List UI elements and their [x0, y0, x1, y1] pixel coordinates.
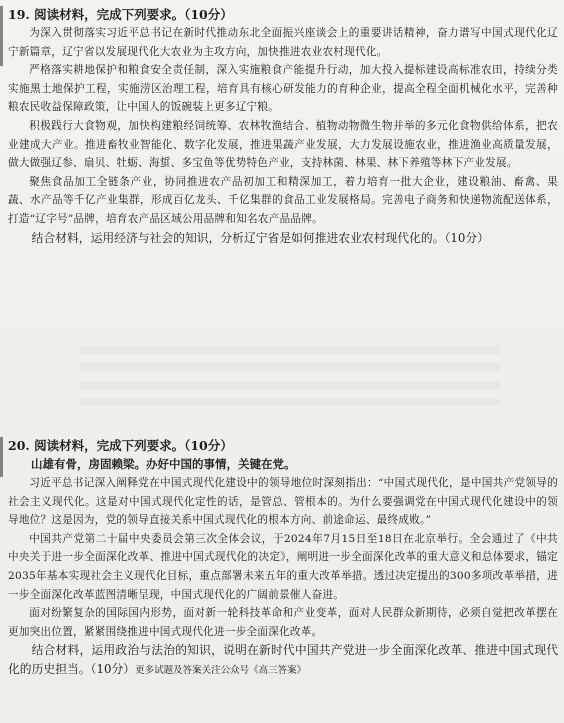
q20-prompt [8, 641, 558, 680]
question-19-heading: 19. 阅读材料，完成下列要求。（10分） [8, 7, 233, 22]
q19-prompt: 结合材料，运用经济与社会的知识，分析辽宁省是如何推进农业农村现代化的。（10分） [31, 230, 489, 245]
q20-paragraph-3: 面对纷繁复杂的国际国内形势，面对新一轮科技革命和产业变革，面对人民群众新期待，必须自觉把改革摆在更加突出位置，紧紧围绕推进中国式现代化进一步全面深化改革。 [8, 607, 558, 638]
question-19 [8, 6, 558, 248]
q19-paragraph-3: 积极践行大食物观，加快构建粮经饲统筹、农林牧渔结合、植物动物微生物并举的多元化食物供给体系，把农业建成大产业。推进畜牧业智能化、数字化发展，推进果蔬产业发展，大力发展设施农业，推进渔业高质量发展，做大做强辽参、扇贝、牡蛎、海蜇、多宝鱼等优势特色产业，支持林菌、林果、林下养殖等林下产业发展。 [8, 119, 558, 170]
binding-mark [0, 6, 3, 66]
q19-paragraph-2: 严格落实耕地保护和粮食安全责任制，深入实施粮食产能提升行动，加大投入提标建设高标准农田，持续分类实施黑土地保护工程，实施涝区治理工程，培育具有核心研发能力的育种企业，提高全程全面机械化水平，完善种粮农民收益保障政策，让中国人的饭碗装上更多辽宁粮。 [8, 64, 558, 114]
q20-paragraph-1: 习近平总书记深入阐释党在中国式现代化建设中的领导地位时深刻指出：“中国式现代化，是中国共产党领导的社会主义现代化。这是对中国式现代化定性的话，是管总、管根本的。为什么要强调党在中国式现代化建设中的领导地位？这是因为，党的领导直接关系中国式现代化的根本方向、前途命运、最终成败。” [8, 477, 558, 527]
q20-prompt-text: 结合材料，运用政治与法治的知识，说明在新时代中国共产党进一步全面深化改革、推进中国式现代化的历史担当。（10分） [8, 643, 558, 677]
q19-paragraph-1: 为深入贯彻落实习近平总书记在新时代推动东北全面振兴座谈会上的重要讲话精神，奋力谱写中国式现代化辽宁新篇章，辽宁省以发展现代化大农业为主攻方向，加快推进农业农村现代化。 [8, 27, 558, 58]
question-20 [8, 437, 558, 680]
bleed-through-text [80, 345, 500, 405]
q20-paragraph-2: 中国共产党第二十届中央委员会第三次全体会议，于2024年7月15日至18日在北京举行。全会通过了《中共中央关于进一步全面深化改革、推进中国式现代化的决定》，阐明进一步全面深化改革的重大意义和总体要求，锚定2035年基本实现社会主义现代化目标，重点部署未来五年的重大改革举措。透过决定提出的300多项改革举措，进一步全面深化改革蓝图清晰呈现，中国式现代化的广阔前景催人奋进。 [8, 532, 558, 601]
q19-paragraph-4: 聚焦食品加工全链条产业，协同推进农产品初加工和精深加工，着力培育一批大企业，建设粮油、畜禽、果蔬、水产品等千亿产业集群，形成百亿龙头、千亿集群的食品工业发展格局。完善电子商务和快递物流配送体系，打造“辽字号”品牌，培育农产品区域公用品牌和知名农产品品牌。 [8, 175, 558, 225]
binding-mark [0, 437, 3, 477]
footer-note: 更多试题及答案关注公众号《高三答案》 [135, 665, 307, 677]
question-20-heading: 20. 阅读材料，完成下列要求。（10分） [8, 438, 233, 453]
q20-lead: 山雄有骨，房固赖梁。办好中国的事情，关键在党。 [31, 457, 296, 471]
